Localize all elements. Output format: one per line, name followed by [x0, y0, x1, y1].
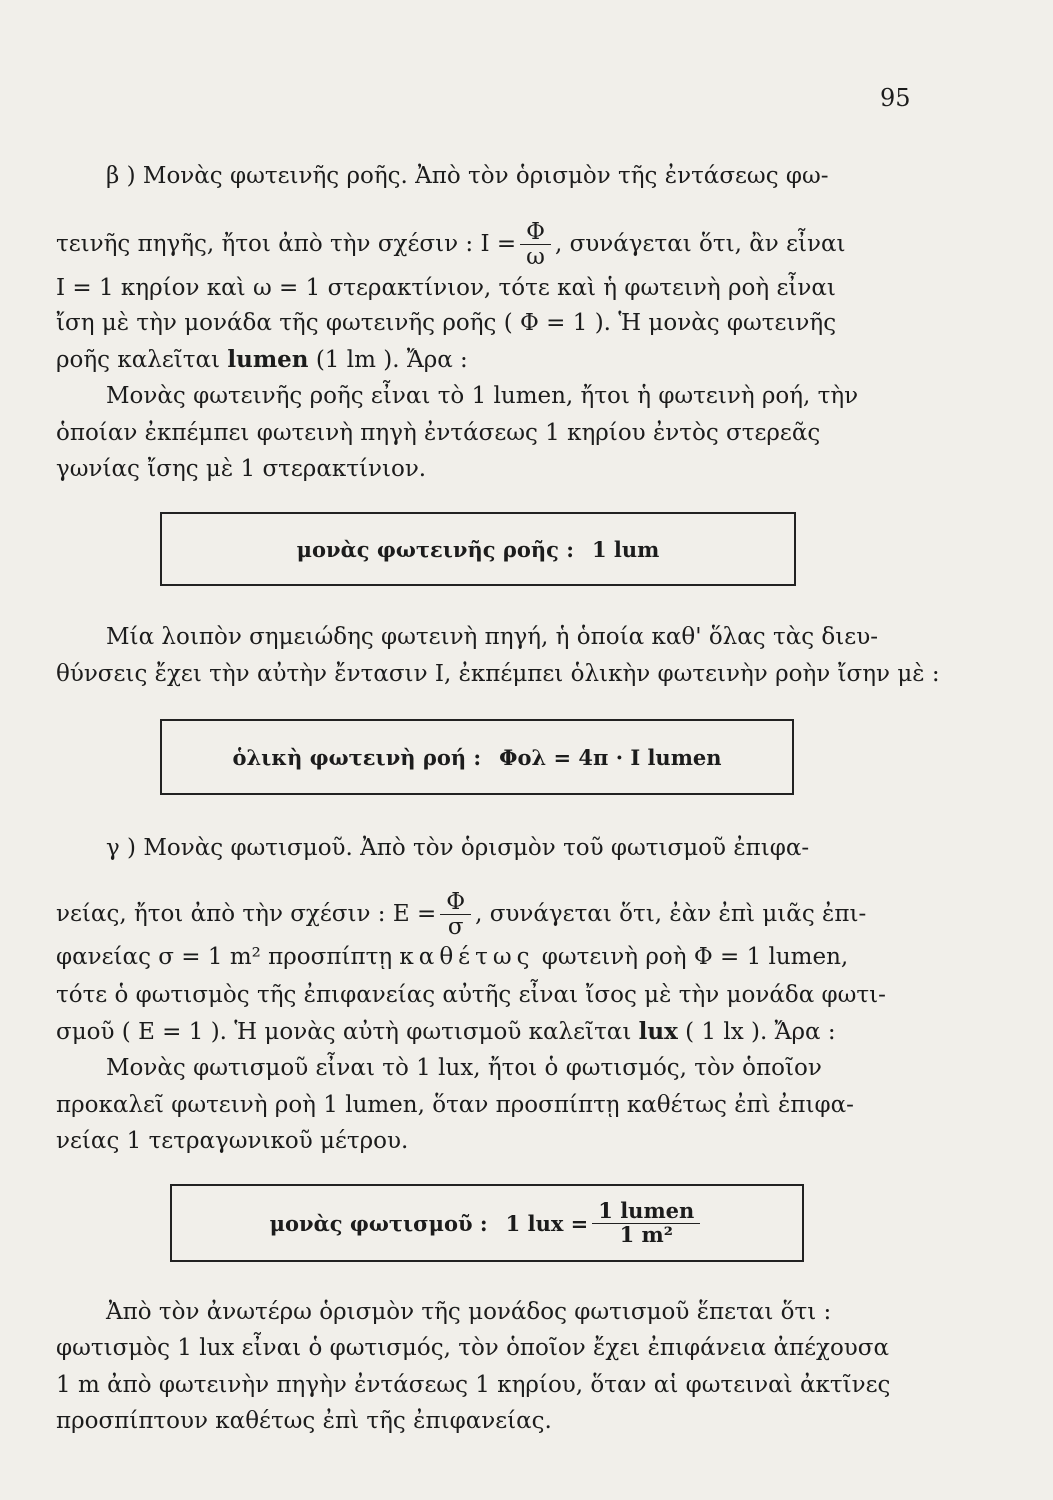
box-value: 1 lum [591, 536, 660, 562]
flux-over-area-fraction [440, 890, 471, 939]
final-line-3: 1 m ἀπὸ φωτεινὴν πηγὴν ἐντάσεως 1 κηρίου, ὅταν αἱ φωτειναὶ ἀκτῖνες [56, 1372, 891, 1398]
denominator: 1 m² [619, 1221, 673, 1247]
section-c-line-5 [56, 1020, 836, 1044]
spaced-emphasis: καθέτως [399, 944, 535, 970]
numerator: 1 lumen [592, 1200, 700, 1223]
section-b-line-5 [56, 348, 468, 372]
numerator: Φ [440, 890, 471, 915]
final-line-1: Ἀπὸ τὸν ἀνωτέρω ὁρισμὸν τῆς μονάδος φωτισμοῦ ἕπεται ὅτι : [106, 1299, 832, 1325]
text: ροῆς καλεῖται [56, 347, 221, 373]
text: (1 lm ). Ἄρα : [315, 347, 468, 373]
section-b-line-1: β ) Μονὰς φωτεινῆς ροῆς. Ἀπὸ τὸν ὁρισμὸν τῆς ἐντάσεως φω- [106, 163, 829, 189]
text: , συνάγεται ὅτι, ἂν εἶναι [554, 231, 846, 258]
box-label: ὁλικὴ φωτεινὴ ροή : [232, 744, 482, 770]
definition-lumen-line-3: γωνίας ἴσης μὲ 1 στερακτίνιον. [56, 456, 427, 482]
text: φωτεινὴ ροὴ Φ = 1 lumen, [541, 944, 849, 970]
point-source-line-2: θύνσεις ἔχει τὴν αὐτὴν ἔντασιν I, ἐκπέμπει ὁλικὴν φωτεινὴν ροὴν ἴσην μὲ : [56, 661, 940, 687]
final-line-2: φωτισμὸς 1 lux εἶναι ὁ φωτισμός, τὸν ὁποῖον ἔχει ἐπιφάνεια ἀπέχουσα [56, 1335, 890, 1361]
denominator: σ [447, 914, 464, 941]
section-c-line-4: τότε ὁ φωτισμὸς τῆς ἐπιφανείας αὐτῆς εἶναι ἴσος μὲ τὴν μονάδα φωτι- [56, 982, 886, 1008]
text: ( 1 lx ). Ἄρα : [685, 1019, 836, 1045]
point-source-line-1: Μία λοιπὸν σημειώδης φωτεινὴ πηγή, ἡ ὁποία καθ' ὅλας τὰς διευ- [106, 624, 878, 650]
lumen-per-square-metre-fraction [592, 1200, 700, 1245]
text: , συνάγεται ὅτι, ἐὰν ἐπὶ μιᾶς ἐπι- [475, 901, 867, 928]
formula-box-total-flux [160, 719, 794, 795]
text: νείας, ἤτοι ἀπὸ τὴν σχέσιν : E = [56, 901, 437, 928]
box-label: μονὰς φωτισμοῦ : [269, 1210, 488, 1236]
text: φανείας σ = 1 m² προσπίπτῃ [56, 944, 393, 970]
formula-box-lux [170, 1184, 804, 1262]
section-c-line-1: γ ) Μονὰς φωτισμοῦ. Ἀπὸ τὸν ὁρισμὸν τοῦ φωτισμοῦ ἐπιφα- [106, 835, 810, 861]
flux-over-solid-angle-fraction [520, 220, 551, 269]
page-number: 95 [880, 84, 911, 112]
section-b-line-4: ἴση μὲ τὴν μονάδα τῆς φωτεινῆς ροῆς ( Φ = 1 ). Ἡ μονὰς φωτεινῆς [56, 310, 837, 336]
denominator: ω [526, 244, 545, 271]
definition-lumen-line-2: ὁποίαν ἐκπέμπει φωτεινὴ πηγὴ ἐντάσεως 1 κηρίου ἐντὸς στερεᾶς [56, 420, 821, 446]
definition-lux-line-3: νείας 1 τετραγωνικοῦ μέτρου. [56, 1128, 409, 1154]
definition-lux-line-1: Μονὰς φωτισμοῦ εἶναι τὸ 1 lux, ἤτοι ὁ φωτισμός, τὸν ὁποῖον [106, 1055, 822, 1081]
section-b-line-3: I = 1 κηρίον καὶ ω = 1 στερακτίνιον, τότε καὶ ἡ φωτεινὴ ροὴ εἶναι [56, 275, 836, 301]
final-line-4: προσπίπτουν καθέτως ἐπὶ τῆς ἐπιφανείας. [56, 1408, 552, 1434]
text: σμοῦ ( E = 1 ). Ἡ μονὰς αὐτὴ φωτισμοῦ καλεῖται [56, 1019, 632, 1045]
numerator: Φ [520, 220, 551, 245]
text: τεινῆς πηγῆς, ἤτοι ἀπὸ τὴν σχέσιν : I = [56, 231, 517, 258]
term-lumen: lumen [227, 346, 309, 373]
box-value: Φολ = 4π · I lumen [499, 744, 722, 770]
term-lux: lux [638, 1018, 678, 1045]
section-c-line-2 [56, 890, 866, 939]
section-b-line-2 [56, 220, 846, 269]
box-lhs: 1 lux = [505, 1210, 589, 1236]
definition-lumen-line-1: Μονὰς φωτεινῆς ροῆς εἶναι τὸ 1 lumen, ἤτοι ἡ φωτεινὴ ροή, τὴν [106, 383, 859, 409]
section-c-line-3 [56, 946, 848, 969]
formula-box-lumen [160, 512, 796, 586]
definition-lux-line-2: προκαλεῖ φωτεινὴ ροὴ 1 lumen, ὅταν προσπίπτῃ καθέτως ἐπὶ ἐπιφα- [56, 1092, 854, 1118]
box-label: μονὰς φωτεινῆς ροῆς : [296, 536, 574, 562]
